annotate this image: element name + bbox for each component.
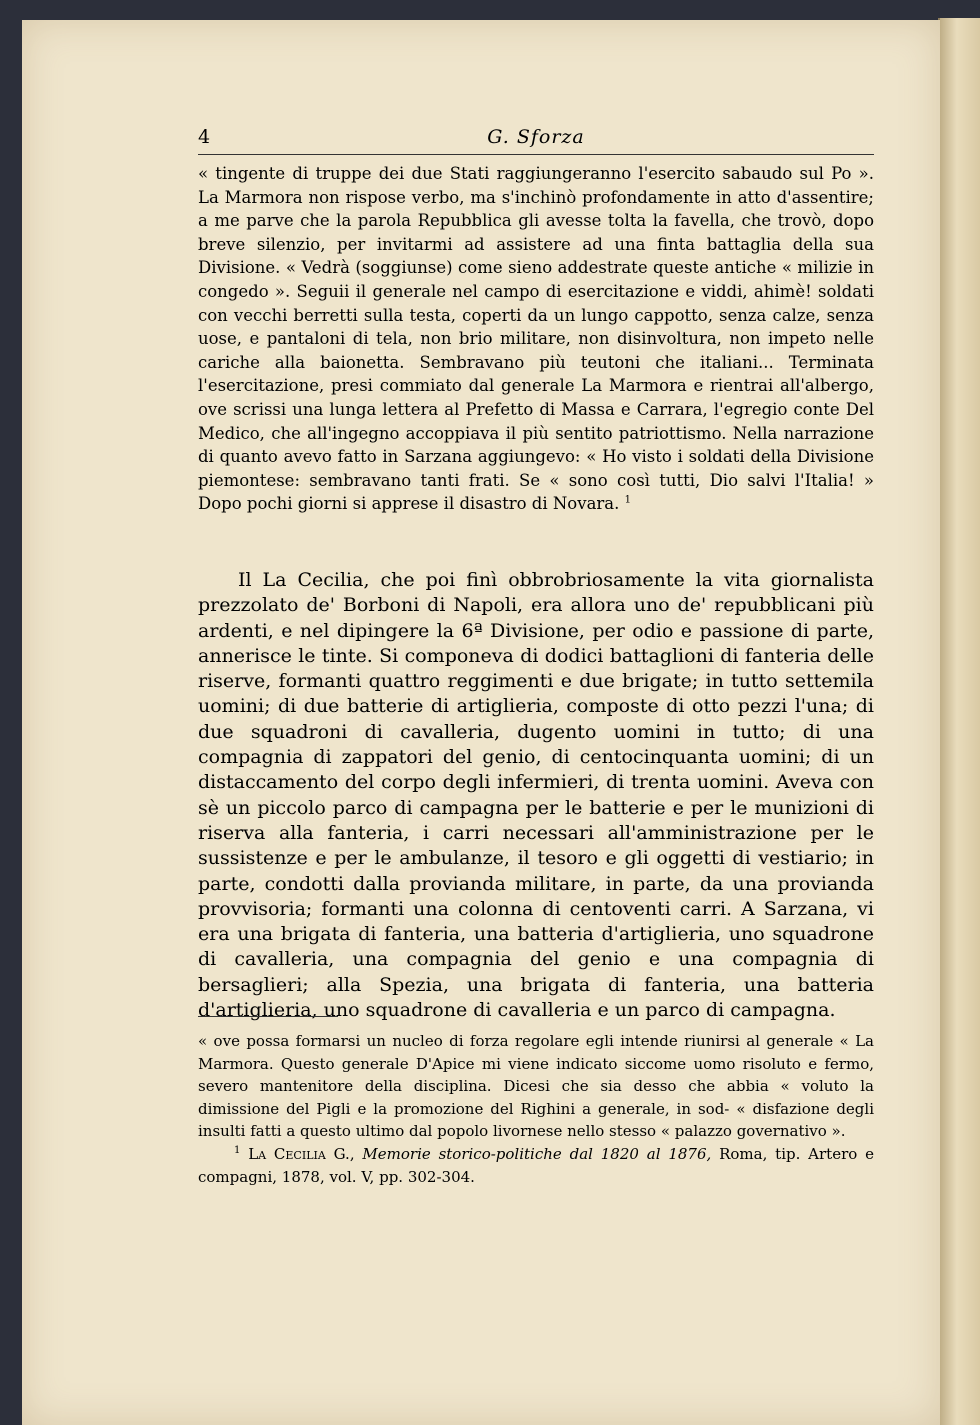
citation-publication: Roma, tip. Artero e compagni, 1878, vol. V, pp. 302-304.: [198, 1144, 874, 1186]
page-header: [198, 118, 874, 154]
adjacent-page-edge: [938, 18, 980, 1425]
citation-author: La Cecilia G.,: [248, 1144, 355, 1163]
quoted-passage: [198, 162, 874, 516]
footnotes: [198, 1030, 874, 1188]
footnote-continued-quote: « ove possa formarsi un nucleo di forza regolare egli intende riunirsi al generale « La Marmora. Questo generale D'Apice mi viene indicato siccome uomo risoluto e fermo, severo mantenitore della disciplina. Dicesi che sia desso che abbia « voluto la dimissione del Pigli e la promozione del Righini a generale, in sod- « disfazione degli insulti fatti a questo ultimo dal popolo livornese nello stesso « palazzo governativo ».: [198, 1032, 874, 1141]
quote-paragraph: [198, 162, 874, 516]
running-title: G. Sforza: [487, 126, 585, 148]
header-rule: [198, 154, 874, 155]
quote-text: « tingente di truppe dei due Stati raggiungeranno l'esercito sabaudo sul Po ». La Marmora non rispose verbo, ma s'inchinò profondamente in atto d'assentire; a me parve che la parola Repubblica gli avesse tolta la favella, che trovò, dopo breve silenzio, per invitarmi ad assistere ad una finta battaglia della sua Divisione. « Vedrà (soggiunse) come sieno addestrate queste antiche « milizie in congedo ». Seguii il generale nel campo di esercitazione e viddi, ahimè! soldati con vecchi berretti sulla testa, coperti da un lungo cappotto, senza calze, senza uose, e pantaloni di tela, non brio militare, non disinvoltura, non impeto nelle cariche alla baionetta. Sembravano più teutoni che italiani... Terminata l'esercitazione, presi commiato dal generale La Marmora e rientrai all'albergo, ove scrissi una lunga lettera al Prefetto di Massa e Carrara, l'egregio conte Del Medico, che all'ingegno accoppiava il più sentito patriottismo. Nella narrazione di quanto avevo fatto in Sarzana aggiungevo: « Ho visto i soldati della Divisione piemontese: sembravano tanti frati. Se « sono così tutti, Dio salvi l'Italia! » Dopo pochi giorni si apprese il disastro di Novara.: [198, 164, 874, 514]
footnote-number: 1: [234, 1144, 241, 1156]
citation-title: Memorie storico-politiche dal 1820 al 1876,: [362, 1144, 712, 1163]
footnote-citation: [198, 1143, 874, 1188]
main-text: [198, 568, 874, 1023]
footnote-reference: 1: [624, 494, 631, 506]
main-paragraph: Il La Cecilia, che poi finì obbrobriosamente la vita giornalista prezzolato de' Borboni di Napoli, era allora uno de' repubblicani più ardenti, e nel dipingere la 6ª Divisione, per odio e passione di parte, annerisce le tinte. Si componeva di dodici battaglioni di fanteria delle riserve, formanti quattro reggimenti e due brigate; in tutto settemila uomini; di due batterie di artiglieria, composte di otto pezzi l'una; di due squadroni di cavalleria, dugento uomini in tutto; di una compagnia di zappatori del genio, di centocinquanta uomini; di un distaccamento del corpo degli infermieri, di trenta uomini. Aveva con sè un piccolo parco di campagna per le batterie e per le munizioni di riserva alla fanteria, i carri necessari all'amministrazione per le sussistenze e per le ambulanze, il tesoro e gli oggetti di vestiario; in parte, condotti dalla provianda militare, in parte, da una provianda provvisoria; formanti una colonna di centoventi carri. A Sarzana, vi era una brigata di fanteria, una batteria d'artiglieria, uno squadrone di cavalleria, una compagnia del genio e una compagnia di bersaglieri; alla Spezia, una brigata di fanteria, una batteria d'artiglieria, uno squadrone di cavalleria e un parco di campagna.: [198, 569, 874, 1022]
page-number: 4: [198, 126, 211, 148]
footnote-rule: [198, 1016, 338, 1017]
